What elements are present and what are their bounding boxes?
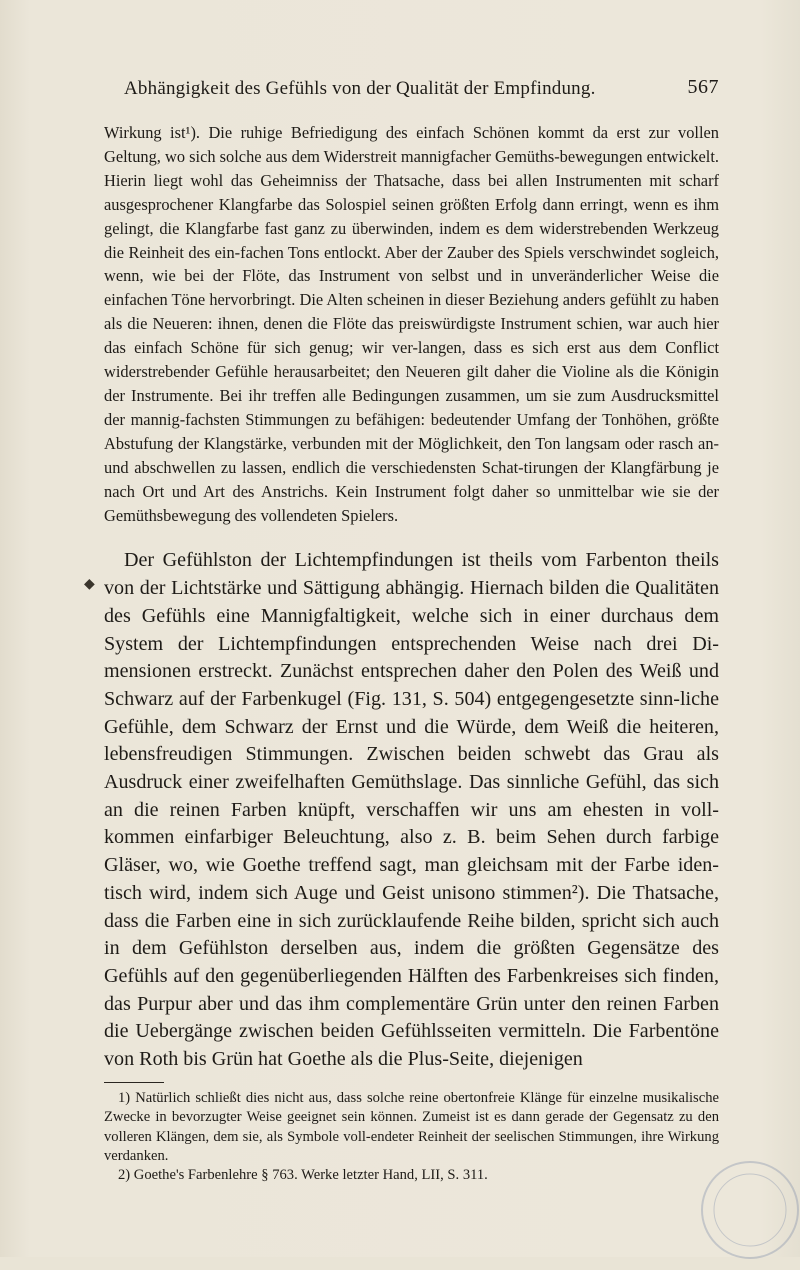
running-title: Abhängigkeit des Gefühls von der Qualität der Empfindung. <box>124 78 596 99</box>
footnote-rule <box>104 1082 164 1083</box>
paragraph-main: Der Gefühlston der Lichtempfindungen ist theils vom Farbenton theils von der Lichtstärke und Sättigung abhängig. Hiernach bilden die Qualitäten des Gefühls eine Mannigfaltigkeit, welche sich in einer durchaus dem System der Lichtempfindungen entsprechenden Weise nach drei Di-mensionen erstreckt. Zunächst entsprechen daher den Polen des Weiß und Schwarz auf der Farbenkugel (Fig. 131, S. 504) entgegengesetzte sinn-liche Gefühle, dem Schwarz der Ernst und die Würde, dem Weiß die heiteren, lebensfreudigen Stimmungen. Zwischen beiden schwebt das Grau als Ausdruck einer zweifelhaften Gemüthslage. Das sinnliche Gefühl, das sich an die reinen Farben knüpft, verschaffen wir uns am ehesten in voll-kommen einfarbiger Beleuchtung, also z. B. beim Sehen durch farbige Gläser, wo, wie Goethe treffend sagt, man gleichsam mit der Farbe iden-tisch wird, indem sich Auge und Geist unisono stimmen²). Die Thatsache, dass die Farben eine in sich zurücklaufende Reihe bilden, spricht sich auch in dem Gefühlston derselben aus, indem die größten Gegensätze des Gefühls auf den gegenüberliegenden Hälften des Farbenkreises sich finden, das Purpur aber und das ihm complementäre Grün unter den reinen Farben die Uebergänge zwischen beiden Gefühlsseiten vermitteln. Die Farbentöne von Roth bis Grün hat Goethe als die Plus-Seite, diejenigen <box>104 549 719 1071</box>
page-number: 567 <box>687 76 719 98</box>
library-stamp-icon <box>690 1150 800 1270</box>
main-text <box>104 121 719 1186</box>
footnote-2: 2) Goethe's Farbenlehre § 763. Werke letzter Hand, LII, S. 311. <box>118 1167 488 1184</box>
paragraph-small-print: Wirkung ist¹). Die ruhige Befriedigung des einfach Schönen kommt da erst zur vollen Geltung, wo sich solche aus dem Widerstreit mannigfacher Gemüths-bewegungen entwickelt. Hierin liegt wohl das Geheimniss der Thatsache, dass bei allen Instrumenten mit scharf ausgesprochener Klangfarbe das Solospiel seinen größten Erfolg dann erringt, wenn es ihm gelingt, die Klangfarbe fast ganz zu überwinden, indem es dem widerstrebenden Werkzeug die Reinheit des ein-fachen Tons entlockt. Aber der Zauber des Spiels verschwindet sogleich, wenn, wie bei der Flöte, das Instrument von selbst und in unveränderlicher Weise die einfachen Töne hervorbringt. Die Alten scheinen in dieser Beziehung anders gefühlt zu haben als die Neueren: ihnen, denen die Flöte das preiswürdigste Instrument schien, war auch hier das einfach Schöne für sich genug; wir ver-langen, dass es sich erst aus dem Conflict widerstrebender Gefühle herausarbeitet; den Neueren gilt daher die Violine als die Königin der Instrumente. Bei ihr treffen alle Bedingungen zusammen, um sie zum Ausdrucksmittel der mannig-fachsten Stimmungen zu befähigen: bedeutender Umfang der Tonhöhen, größte Abstufung der Klangstärke, verbunden mit der Möglichkeit, den Ton langsam oder rasch an- und abschwellen zu lassen, endlich die verschiedensten Schat-tirungen der Klangfärbung je nach Ort und Art des Anstrichs. Kein Instrument folgt daher so unmittelbar wie sie der Gemüthsbewegung des vollendeten Spielers. <box>104 123 719 525</box>
footnotes <box>104 1089 719 1186</box>
page-header <box>124 78 719 106</box>
margin-mark-icon: ◆ <box>84 577 95 592</box>
footnote-1: 1) Natürlich schließt dies nicht aus, dass solche reine obertonfreie Klänge für einzelne musikalische Zwecke in bevorzugter Weise geeignet sein können. Zumeist ist es dann gerade der Gegensatz zu den volleren Klängen, dem sie, als Symbole voll-endeter Reinheit der seelischen Stimmungen, ihre Wirkung verdanken. <box>104 1089 719 1164</box>
